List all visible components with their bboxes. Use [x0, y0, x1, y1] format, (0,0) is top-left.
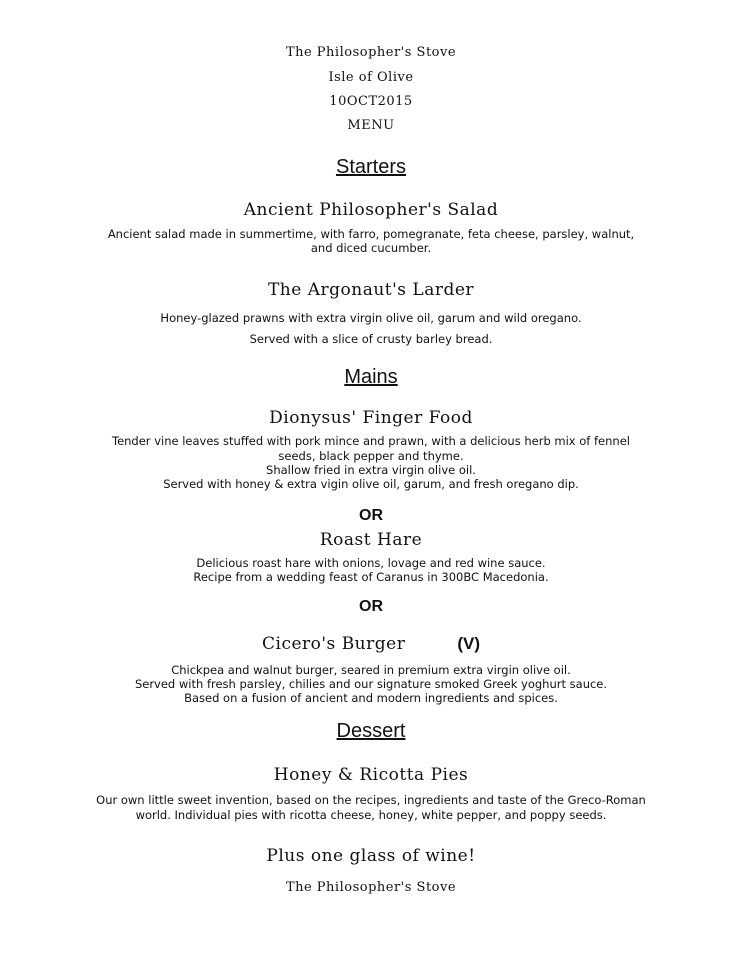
dish-desc-dionysus-3: Shallow fried in extra virgin olive oil.: [266, 463, 476, 477]
dish-desc-cicero-2: Served with fresh parsley, chilies and our signature smoked Greek yoghurt sauce.: [134, 677, 608, 691]
dish-desc-cicero-1: Chickpea and walnut burger, seared in premium extra virgin olive oil.: [171, 663, 571, 677]
menu-label: MENU: [347, 118, 395, 133]
dish-desc-cicero-3: Based on a fusion of ancient and modern ingredients and spices.: [184, 691, 558, 705]
dish-desc-honey-ricotta-1: Our own little sweet invention, based on the recipes, ingredients and taste of the Greco-Roman: [96, 793, 646, 807]
event-date: 10OCT2015: [329, 94, 413, 109]
dish-name-dionysus: Dionysus' Finger Food: [269, 408, 473, 428]
or-separator-1: OR: [359, 507, 383, 524]
dish-desc-roast-hare-1: Delicious roast hare with onions, lovage and red wine sauce.: [196, 556, 546, 570]
dish-name-cicero: Cicero's Burger: [262, 634, 406, 654]
dish-desc-roast-hare-2: Recipe from a wedding feast of Caranus in 300BC Macedonia.: [193, 570, 549, 584]
dish-name-honey-ricotta: Honey & Ricotta Pies: [273, 765, 469, 785]
dish-desc-honey-ricotta-2: world. Individual pies with ricotta cheese, honey, white pepper, and poppy seeds.: [135, 808, 607, 822]
section-heading-mains: Mains: [344, 366, 398, 388]
footer-signature: The Philosopher's Stove: [285, 880, 457, 895]
dish-name-salad: Ancient Philosopher's Salad: [243, 200, 499, 220]
dish-desc-argonaut-1: Honey-glazed prawns with extra virgin olive oil, garum and wild oregano.: [160, 311, 582, 325]
restaurant-name: The Philosopher's Stove: [285, 45, 457, 60]
dish-name-argonaut: The Argonaut's Larder: [267, 280, 475, 300]
dish-title-row-cicero: [0, 634, 742, 654]
dish-name-roast-hare: Roast Hare: [319, 530, 423, 550]
dish-desc-salad-1: Ancient salad made in summertime, with farro, pomegranate, feta cheese, parsley, walnut,: [107, 227, 635, 241]
section-heading-starters: Starters: [335, 156, 407, 178]
dish-desc-dionysus-2: seeds, black pepper and thyme.: [278, 449, 464, 463]
or-separator-2: OR: [359, 598, 383, 615]
section-heading-dessert: Dessert: [336, 720, 406, 742]
dish-desc-salad-2: and diced cucumber.: [310, 241, 432, 255]
dish-desc-argonaut-2: Served with a slice of crusty barley bread.: [249, 332, 493, 346]
vegetarian-badge: (V): [457, 634, 480, 653]
event-name: Isle of Olive: [328, 70, 414, 85]
dish-desc-dionysus-4: Served with honey & extra vigin olive oil, garum, and fresh oregano dip.: [163, 477, 579, 491]
dish-desc-dionysus-1: Tender vine leaves stuffed with pork mince and prawn, with a delicious herb mix of fennel: [112, 434, 630, 448]
wine-offer: Plus one glass of wine!: [266, 846, 476, 866]
